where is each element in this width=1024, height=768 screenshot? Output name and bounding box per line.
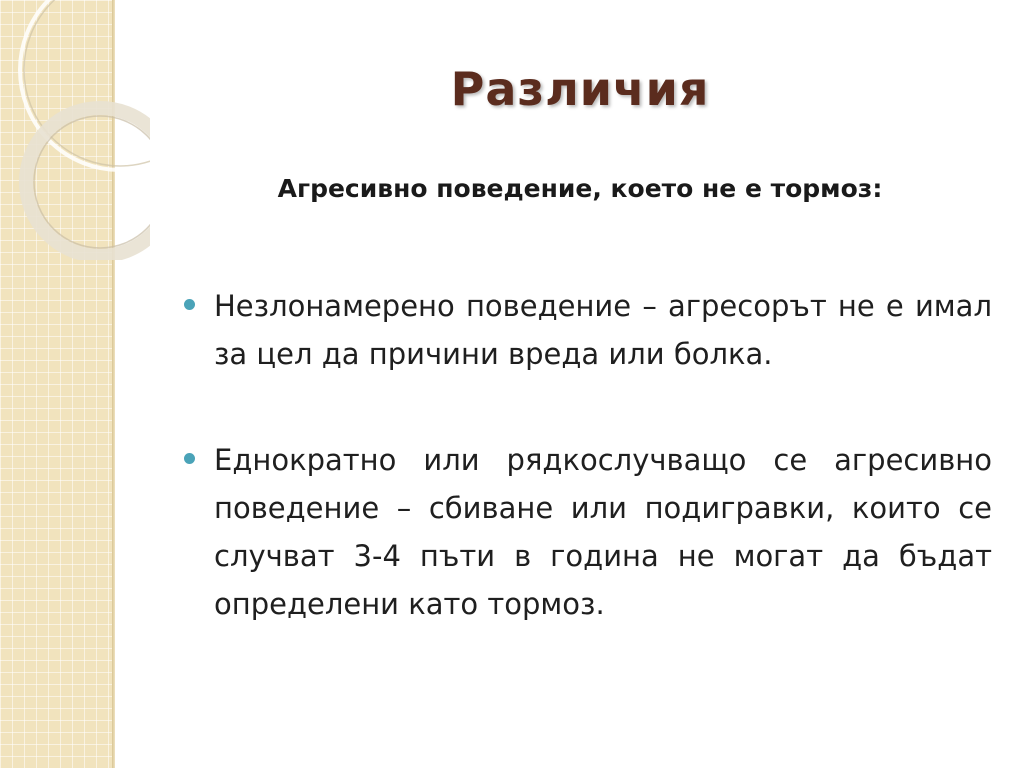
bullet-dot-icon (184, 453, 195, 464)
bullet-list (182, 282, 992, 686)
bullet-text: Незлонамерено поведение – агресорът не е имал за цел да причини вреда или болка. (214, 289, 992, 371)
slide-title: Различия (450, 62, 710, 116)
decorative-rings (0, 0, 150, 260)
bullet-item (182, 282, 992, 378)
slide-subtitle: Агресивно поведение, което не е тормоз: (277, 174, 883, 203)
bullet-item (182, 436, 992, 628)
bullet-dot-icon (184, 299, 195, 310)
bullet-text: Еднократно или рядкослучващо се агресивно поведение – сбиване или подигравки, които се случват 3-4 пъти в година не могат да бъдат определени като тормоз. (214, 443, 992, 621)
